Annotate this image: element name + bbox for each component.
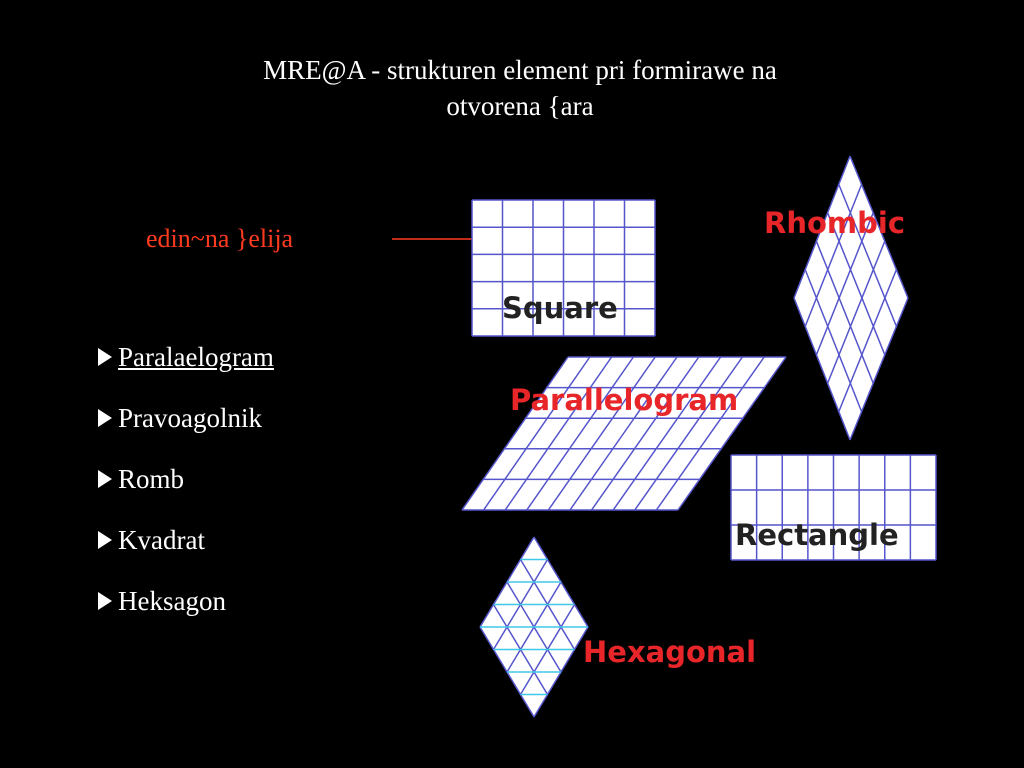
list-item-label: Pravoagolnik — [118, 403, 262, 433]
hexagonal-lattice — [480, 537, 756, 717]
rectangle-lattice — [731, 455, 936, 560]
rhombic-lattice — [764, 156, 908, 440]
title-line-2: otvorena {ara — [446, 91, 594, 121]
list-item-label: Paralaelogram — [118, 342, 274, 372]
square-label: Square — [502, 291, 618, 325]
hexagonal-label: Hexagonal — [583, 635, 757, 669]
rhombic-label: Rhombic — [764, 206, 906, 240]
list-item-label: Kvadrat — [118, 525, 205, 555]
unit-cell-label: edin~na }elija — [146, 224, 294, 253]
title-line-1: MRE@A - strukturen element pri formirawe na — [263, 55, 777, 85]
rectangle-label: Rectangle — [735, 518, 899, 552]
parallelogram-label: Parallelogram — [510, 383, 739, 417]
square-lattice — [472, 200, 655, 336]
list-item-label: Romb — [118, 464, 185, 494]
list-item-label: Heksagon — [118, 586, 226, 616]
